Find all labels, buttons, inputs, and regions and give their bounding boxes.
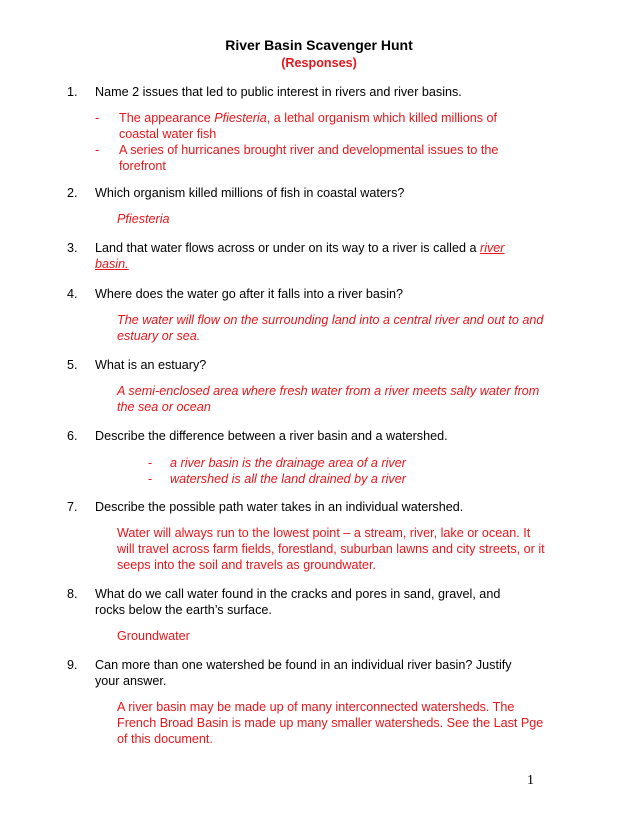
answer-3-part2: basin.: [95, 257, 129, 271]
answer-dash: -: [95, 111, 100, 125]
answer-line: A river basin may be made up of many interconnected watersheds. The: [117, 700, 515, 714]
question-line: What do we call water found in the cracks and pores in sand, gravel, and: [95, 587, 501, 601]
answer-text: The appearance: [119, 111, 215, 125]
question-7: [67, 499, 555, 515]
answer-3-part1: river: [480, 241, 505, 255]
question-number: 1.: [67, 85, 78, 99]
page-subtitle: (Responses): [281, 56, 357, 70]
answer-line: [119, 110, 549, 126]
question-text: Describe the possible path water takes in an individual watershed.: [95, 500, 464, 514]
answer-line: the sea or ocean: [117, 400, 211, 414]
question-number: 6.: [67, 429, 78, 443]
answer-line: seeps into the soil and travels as groundwater.: [117, 558, 377, 572]
page-number: 1: [527, 773, 534, 788]
answer-line: of this document.: [117, 732, 213, 746]
question-number: 7.: [67, 500, 78, 514]
question-number: 9.: [67, 658, 78, 672]
page-title: River Basin Scavenger Hunt: [225, 37, 413, 53]
answer-line: Water will always run to the lowest point – a stream, river, lake or ocean. It: [117, 526, 531, 540]
answer-8: Groundwater: [117, 629, 190, 643]
answer-2: Pfiesteria: [117, 212, 170, 226]
answer-line: estuary or sea.: [117, 329, 201, 343]
answer-1a: [119, 110, 549, 142]
question-2: [67, 185, 555, 201]
answer-line: forefront: [119, 159, 166, 173]
answer-1b: [119, 142, 549, 174]
answer-line: coastal water fish: [119, 127, 217, 141]
organism-name: Pfiesteria: [214, 111, 267, 125]
answer-dash: -: [95, 143, 100, 157]
question-text: What is an estuary?: [95, 358, 207, 372]
question-text: Which organism killed millions of fish in coastal waters?: [95, 186, 405, 200]
answer-6b: watershed is all the land drained by a river: [170, 472, 406, 486]
question-line: [95, 256, 535, 272]
question-text: Describe the difference between a river basin and a watershed.: [95, 429, 448, 443]
question-6: [67, 428, 555, 444]
answer-6a: a river basin is the drainage area of a river: [170, 456, 406, 470]
question-number: 3.: [67, 241, 78, 255]
question-line: [95, 240, 535, 256]
question-text: Where does the water go after it falls into a river basin?: [95, 287, 403, 301]
question-8: [67, 586, 555, 618]
question-line: Can more than one watershed be found in an individual river basin? Justify: [95, 658, 512, 672]
question-1: [67, 84, 555, 100]
answer-line: The water will flow on the surrounding land into a central river and out to and: [117, 313, 544, 327]
answer-line: French Broad Basin is made up many smaller watersheds. See the Last Pge: [117, 716, 544, 730]
question-text: Name 2 issues that led to public interest in rivers and river basins.: [95, 85, 462, 99]
question-line: your answer.: [95, 674, 167, 688]
question-number: 2.: [67, 186, 78, 200]
question-line: rocks below the earth’s surface.: [95, 603, 272, 617]
question-number: 4.: [67, 287, 78, 301]
question-4: [67, 286, 555, 302]
question-3: [67, 240, 535, 272]
answer-9: [117, 699, 567, 747]
answer-line: A semi-enclosed area where fresh water from a river meets salty water from: [117, 384, 540, 398]
answer-7: [117, 525, 567, 573]
question-5: [67, 357, 555, 373]
answer-dash: -: [148, 472, 153, 486]
answer-text: , a lethal organism which killed millions of: [266, 111, 498, 125]
question-number: 8.: [67, 587, 78, 601]
question-text: Land that water flows across or under on its way to a river is called a: [95, 241, 480, 255]
answer-dash: -: [148, 456, 153, 470]
answer-line: will travel across farm fields, forestland, suburban lawns and city streets, or it: [117, 542, 545, 556]
answer-line: A series of hurricanes brought river and developmental issues to the: [119, 143, 499, 157]
question-9: [67, 657, 555, 689]
question-number: 5.: [67, 358, 78, 372]
answer-4: [117, 312, 567, 344]
answer-5: [117, 383, 567, 415]
